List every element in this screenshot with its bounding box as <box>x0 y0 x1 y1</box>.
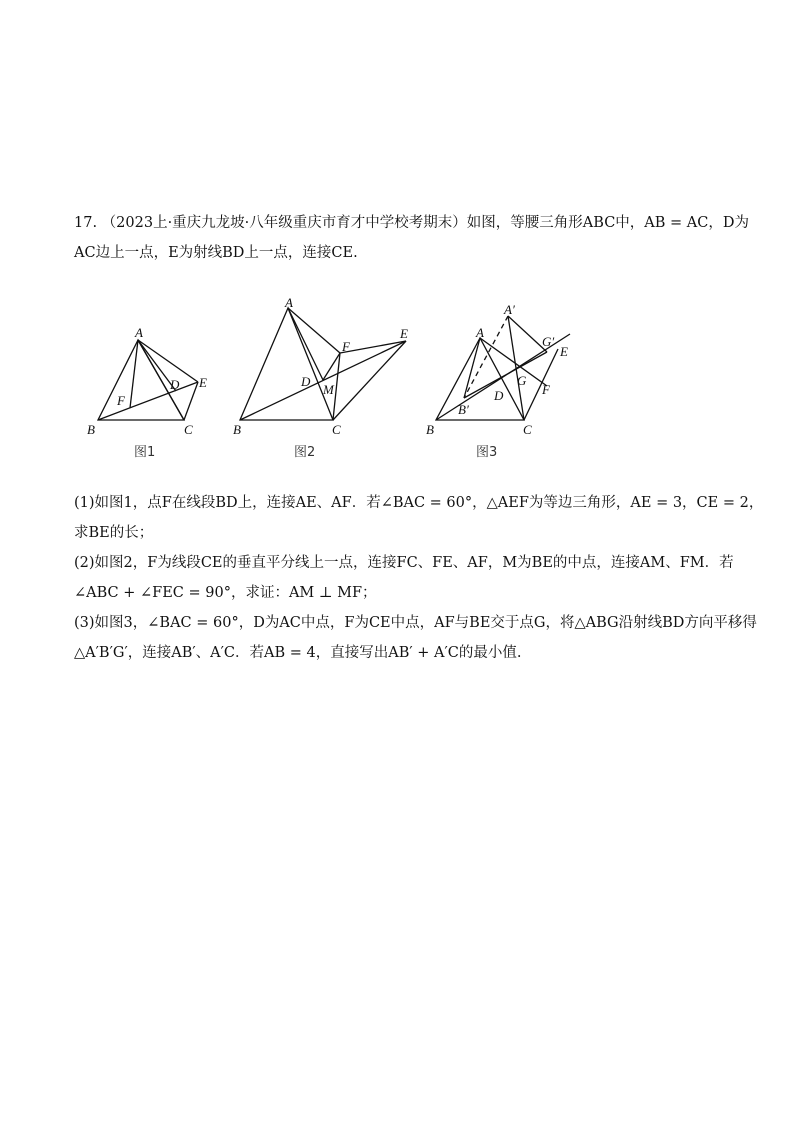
part-1-line2: 求BE的长； <box>74 525 154 541</box>
problem-intro-line2: AC边上一点，E为射线BD上一点，连接CE. <box>74 245 358 261</box>
fig1-line-ae <box>138 340 198 382</box>
part-2-line1: (2)如图2，F为线段CE的垂直平分线上一点，连接FC、FE、AF，M为BE的中点，连接AM、FM．若 <box>74 555 734 571</box>
part-2-line2: ∠ABC + ∠FEC = 90°，求证：AM ⊥ MF； <box>74 585 377 601</box>
figure-1-labels <box>87 325 207 460</box>
fig3-caption: 图3 <box>476 445 498 460</box>
fig2-caption: 图2 <box>294 445 316 460</box>
fig3-line-ab1 <box>464 338 480 398</box>
fig2-line-am <box>288 308 323 380</box>
fig3-label-g: G <box>517 373 527 388</box>
figure-1 <box>98 340 198 420</box>
fig2-label-f: F <box>342 339 350 354</box>
fig1-caption: 图1 <box>134 445 156 460</box>
figures-row <box>80 296 600 466</box>
fig3-label-d: D <box>494 388 504 403</box>
fig3-triangle-abc <box>436 338 524 420</box>
fig3-label-g-prime: G′ <box>542 334 555 349</box>
fig3-label-f: F <box>542 382 550 397</box>
fig2-line-af <box>288 308 340 353</box>
fig3-label-a-prime: A′ <box>504 302 515 317</box>
figure-2-labels <box>233 295 408 460</box>
figure-3 <box>436 316 570 420</box>
fig1-label-a: A <box>135 325 143 340</box>
fig2-label-a: A <box>285 295 293 310</box>
problem-number: 17. <box>74 215 98 231</box>
fig2-label-c: C <box>332 422 341 437</box>
question-parts <box>74 488 764 668</box>
fig1-label-b: B <box>87 422 95 437</box>
fig1-label-d: D <box>170 377 180 392</box>
fig1-line-be <box>98 382 198 420</box>
figures-svg <box>80 296 600 466</box>
figure-2 <box>240 308 406 420</box>
fig2-label-b: B <box>233 422 241 437</box>
fig1-line-ce <box>184 382 198 420</box>
fig2-label-e: E <box>400 326 408 341</box>
fig2-label-m: M <box>323 382 334 397</box>
fig1-line-af <box>130 340 138 408</box>
fig1-label-e: E <box>199 375 207 390</box>
part-1-line1: (1)如图1，点F在线段BD上，连接AE、AF．若∠BAC = 60°，△AEF为等边三角形，AE = 3，CE = 2， <box>74 495 764 511</box>
fig3-label-c: C <box>523 422 532 437</box>
part-3-line2: △A′B′G′，连接AB′、A′C．若AB = 4，直接写出AB′ + A′C的最小值. <box>74 645 522 661</box>
fig3-line-af <box>480 338 547 386</box>
fig1-label-c: C <box>184 422 193 437</box>
fig3-label-b-prime: B′ <box>458 402 469 417</box>
problem-statement <box>74 208 749 268</box>
fig2-triangle-abc <box>240 308 333 420</box>
fig3-label-a: A <box>476 325 484 340</box>
fig3-label-e: E <box>560 344 568 359</box>
fig3-label-b: B <box>426 422 434 437</box>
fig2-line-be <box>240 341 406 420</box>
problem-intro-line1: 如图，等腰三角形ABC中，AB = AC，D为 <box>466 215 749 231</box>
fig2-label-d: D <box>301 374 311 389</box>
part-3-line1: (3)如图3，∠BAC = 60°，D为AC中点，F为CE中点，AF与BE交于点G，将△ABG沿射线BD方向平移得 <box>74 615 757 631</box>
problem-source: （2023上·重庆九龙坡·八年级重庆市育才中学校考期末） <box>101 215 467 231</box>
fig1-label-f: F <box>117 393 125 408</box>
